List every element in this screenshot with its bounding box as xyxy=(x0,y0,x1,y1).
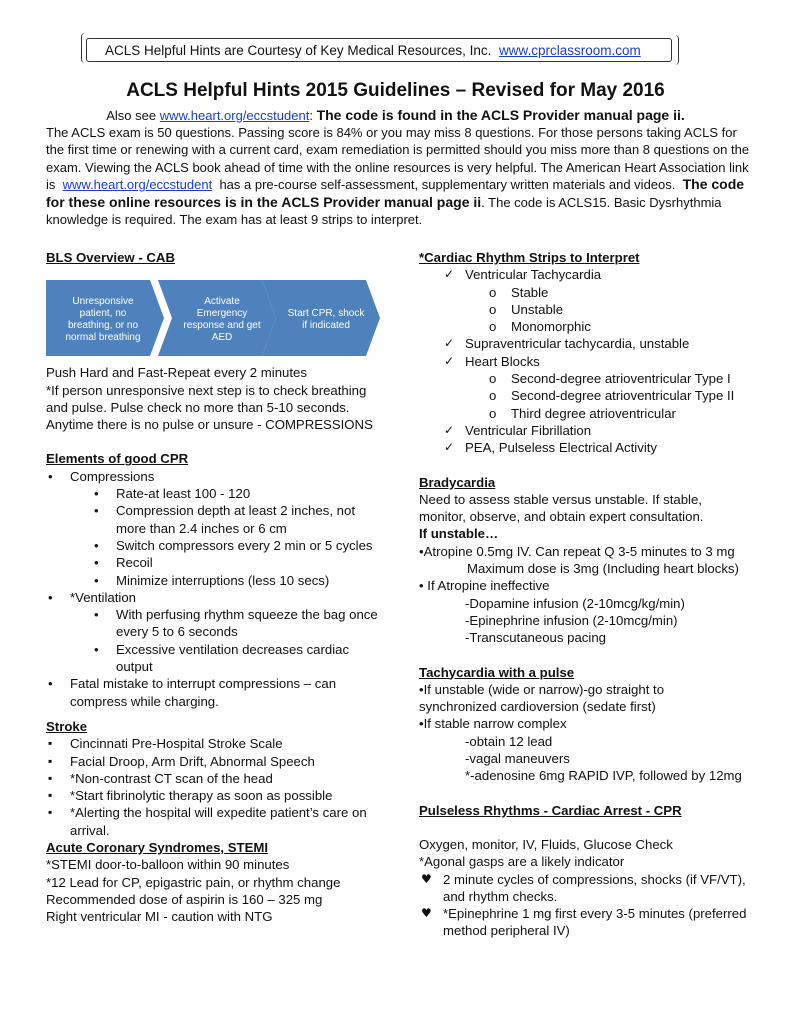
compression-item: • Rate-at least 100 - 120 xyxy=(46,485,386,502)
page-title: ACLS Helpful Hints 2015 Guidelines – Revised for May 2016 xyxy=(126,80,665,101)
bls-chevron-diagram xyxy=(46,270,381,360)
also-see-line xyxy=(0,107,791,123)
stroke-item: ▪ Cincinnati Pre-Hospital Stroke Scale xyxy=(46,735,386,752)
cpr-fatal: • Fatal mistake to interrupt compressions – can compress while charging. xyxy=(46,675,386,710)
tachy-line-1: •If unstable (wide or narrow)-go straight to xyxy=(419,681,665,697)
cpr-heading: Elements of good CPR xyxy=(46,451,189,467)
rhythm-vt: ✓ Ventricular Tachycardia xyxy=(419,266,759,283)
intro-link[interactable]: www.heart.org/eccstudent xyxy=(62,177,213,193)
also-prefix: Also see xyxy=(106,108,157,123)
rhythms-list xyxy=(419,266,759,456)
stroke-item: ▪ Facial Droop, Arm Drift, Abnormal Speech xyxy=(46,753,386,770)
stroke-item: ▪ *Non-contrast CT scan of the head xyxy=(46,770,386,787)
intro-paragraph xyxy=(46,124,751,228)
cpr-ventilation: • *Ventilation xyxy=(46,589,386,606)
compression-item: • Recoil xyxy=(46,554,386,571)
tachy-item: -obtain 12 lead xyxy=(465,733,553,749)
compression-item: • Switch compressors every 2 min or 5 cycles xyxy=(46,537,386,554)
hb-item: o Second-degree atrioventricular Type I xyxy=(419,370,759,387)
rhythm-svt: ✓ Supraventricular tachycardia, unstable xyxy=(419,335,759,352)
also-colon: : xyxy=(309,108,313,123)
tachy-item: *-adenosine 6mg RAPID IVP, followed by 12mg xyxy=(465,768,742,784)
pulseless-line-2: *Agonal gasps are a likely indicator xyxy=(419,854,625,870)
acs-line-2: *12 Lead for CP, epigastric pain, or rhythm change xyxy=(46,874,341,890)
tachy-item: -vagal maneuvers xyxy=(465,751,570,767)
left-column xyxy=(46,249,386,926)
stroke-list xyxy=(46,735,386,839)
brady-max: Maximum dose is 3mg (Including heart blocks) xyxy=(467,561,739,577)
brady-if-unstable: If unstable… xyxy=(419,526,499,542)
also-link[interactable]: www.heart.org/eccstudent xyxy=(159,108,310,123)
bls-line-1: Push Hard and Fast-Repeat every 2 minutes xyxy=(46,365,307,381)
brady-item: -Transcutaneous pacing xyxy=(465,630,606,646)
acs-line-1: *STEMI door-to-balloon within 90 minutes xyxy=(46,857,290,873)
pulseless-heading: Pulseless Rhythms - Cardiac Arrest - CPR xyxy=(419,802,682,818)
rhythm-pea: ✓ PEA, Pulseless Electrical Activity xyxy=(419,439,759,456)
bls-chevron-label: breathing, or no xyxy=(67,320,139,332)
brady-item: -Dopamine infusion (2-10mcg/kg/min) xyxy=(465,595,685,611)
brady-ineffective: • If Atropine ineffective xyxy=(419,578,550,594)
stroke-item: ▪ *Start fibrinolytic therapy as soon as possible xyxy=(46,787,386,804)
hb-item: o Third degree atrioventricular xyxy=(419,405,759,422)
banner-link[interactable]: www.cprclassroom.com xyxy=(498,43,641,58)
intro-part2: has a pre-course self-assessment, supplementary written materials and videos. xyxy=(219,177,676,193)
rhythms-heading: *Cardiac Rhythm Strips to Interpret xyxy=(419,250,640,265)
compression-item: • Minimize interruptions (less 10 secs) xyxy=(46,572,386,589)
compression-item: • Compression depth at least 2 inches, not more than 2.4 inches or 6 cm xyxy=(46,502,386,537)
intro-bold: The code for these online resources is in the ACLS Provider manual page ii xyxy=(46,176,745,210)
bls-heading: BLS Overview - CAB xyxy=(46,250,175,265)
bls-chevron-label: response and get xyxy=(183,320,261,332)
pulseless-item: ♥ 2 minute cycles of compressions, shocks (if VF/VT), and rhythm checks. xyxy=(419,871,759,906)
stroke-item: ▪ *Alerting the hospital will expedite patient’s care on arrival. xyxy=(46,804,386,839)
bls-chevron-label: Emergency xyxy=(196,308,248,320)
bls-chevron-label: patient, no xyxy=(79,308,127,320)
rhythm-vf: ✓ Ventricular Fibrillation xyxy=(419,422,759,439)
ventilation-item: • Excessive ventilation decreases cardiac output xyxy=(46,641,386,676)
vt-item: o Stable xyxy=(419,284,759,301)
hb-item: o Second-degree atrioventricular Type II xyxy=(419,387,759,404)
pulseless-list xyxy=(419,871,759,940)
tachy-line-2: synchronized cardioversion (sedate first) xyxy=(419,699,656,715)
banner-scroll-left xyxy=(81,33,90,63)
acs-heading: Acute Coronary Syndromes, STEMI xyxy=(46,840,269,856)
bls-chevron-label: AED xyxy=(211,332,233,344)
intro-part3: . The code is ACLS15. Basic Dysrhythmia knowledge is required. The exam has at least 9 strips to interpret. xyxy=(46,194,722,228)
ventilation-item: • With perfusing rhythm squeeze the bag once every 5 to 6 seconds xyxy=(46,606,386,641)
courtesy-banner xyxy=(86,38,672,62)
brady-item: -Epinephrine infusion (2-10mcg/min) xyxy=(465,612,678,628)
bls-chevron-label: if indicated xyxy=(302,320,350,332)
brady-heading: Bradycardia xyxy=(419,474,496,490)
pulseless-line-1: Oxygen, monitor, IV, Fluids, Glucose Check xyxy=(419,836,673,852)
brady-line-2: monitor, observe, and obtain expert consultation. xyxy=(419,509,704,525)
bls-line-2: *If person unresponsive next step is to check breathing xyxy=(46,382,367,398)
brady-atropine: •Atropine 0.5mg IV. Can repeat Q 3-5 minutes to 3 mg xyxy=(419,543,735,559)
bls-line-4: Anytime there is no pulse or unsure - COMPRESSIONS xyxy=(46,417,373,433)
bls-chevron-label: Activate xyxy=(204,296,240,308)
cpr-compressions: • Compressions xyxy=(46,468,386,485)
bls-line-3: and pulse. Pulse check no more than 5-10 seconds. xyxy=(46,399,350,415)
bls-chevron-label: Unresponsive xyxy=(72,296,134,308)
acs-line-4: Right ventricular MI - caution with NTG xyxy=(46,909,273,925)
vt-item: o Unstable xyxy=(419,301,759,318)
pulseless-item: ♥ *Epinephrine 1 mg first every 3-5 minutes (preferred method peripheral IV) xyxy=(419,905,759,940)
rhythm-heart-blocks: ✓ Heart Blocks xyxy=(419,353,759,370)
right-column xyxy=(419,249,759,940)
acs-line-3: Recommended dose of aspirin is 160 – 325 mg xyxy=(46,891,323,907)
tachy-line-3: •If stable narrow complex xyxy=(419,716,567,732)
vt-item: o Monomorphic xyxy=(419,318,759,335)
intro-part1: The ACLS exam is 50 questions. Passing score is 84% or you may miss 8 questions. For those persons taking ACLS for the first time or renewing with a current card, exam remediation is permitted should you miss more than 8 questions on the exam. Viewing the ACLS book ahead of time with the online resources is very helpful. The American Heart Association link is xyxy=(46,125,750,193)
bls-chevron-label: Start CPR, shock xyxy=(287,308,365,320)
banner-scroll-right xyxy=(670,35,679,65)
banner-text: ACLS Helpful Hints are Courtesy of Key Medical Resources, Inc. xyxy=(105,43,492,58)
also-bold: The code is found in the ACLS Provider manual page ii. xyxy=(316,107,685,123)
tachy-heading: Tachycardia with a pulse xyxy=(419,664,575,680)
bls-chevron-label: normal breathing xyxy=(65,332,141,344)
brady-line-1: Need to assess stable versus unstable. If stable, xyxy=(419,491,702,507)
cpr-list xyxy=(46,468,386,710)
stroke-heading: Stroke xyxy=(46,718,88,734)
